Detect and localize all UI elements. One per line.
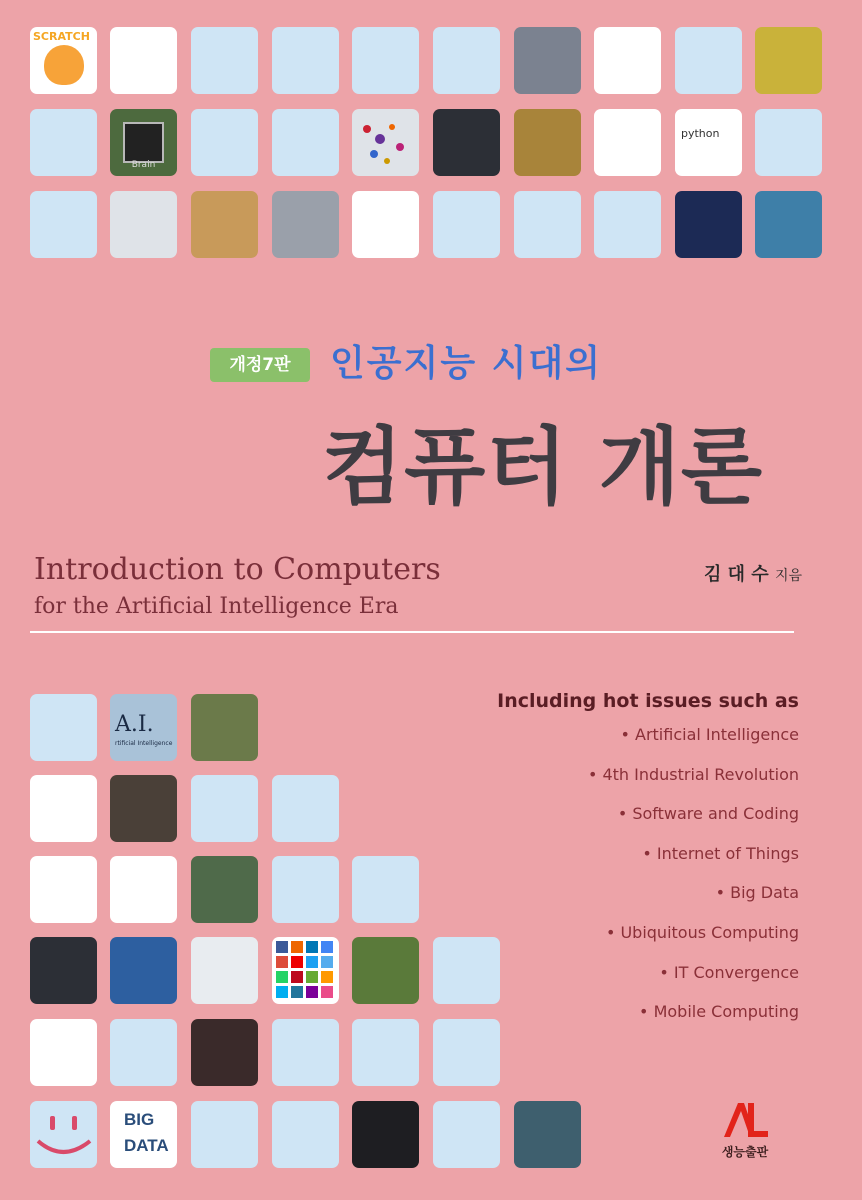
tile-photo-robot [110,191,177,258]
tile-photo-tablet [191,856,258,923]
tile-blue [30,109,97,176]
tile-photo-smartwatch [191,191,258,258]
publisher-name: 생능출판 [721,1145,769,1159]
english-title-line1: Introduction to Computers [34,552,441,587]
data-label: DATA [124,1136,169,1155]
tile-photo-farm-robot [191,694,258,761]
tile-blue [514,191,581,258]
tile-blue [433,1019,500,1086]
tile-python [675,109,742,176]
tile-blue [272,109,339,176]
tile-ai [110,694,177,761]
smiley-icon [30,1101,97,1168]
scratch-label: SCRATCH [33,30,90,43]
tile-blue [352,1019,419,1086]
tile-blue [433,191,500,258]
tile-photo-android-robot [272,191,339,258]
tile-white [110,27,177,94]
issue-item: • Artificial Intelligence [620,725,799,744]
brain-label: Brain [131,160,156,170]
author-name: 김 대 수 [703,564,769,585]
issue-item: • 4th Industrial Revolution [587,764,799,784]
issue-item: • Ubiquitous Computing [605,922,799,942]
hot-issues-list [497,690,799,1043]
tile-photo-3d-printer [110,775,177,842]
tile-blue [675,27,742,94]
tile-blue [272,27,339,94]
tile-blue [594,191,661,258]
tile-photo-network-cloud [110,937,177,1004]
tile-blue [30,191,97,258]
big-label: BIG [124,1110,155,1129]
tile-photo-ereader [514,27,581,94]
tile-blue [30,694,97,761]
tile-photo-self-driving-car [755,27,822,94]
tile-blue [433,937,500,1004]
tile-blue [191,109,258,176]
tile-blue [755,109,822,176]
tile-blue [272,1019,339,1086]
tile-white [594,109,661,176]
tile-scratch-image [30,27,97,94]
issue-item: • Mobile Computing [639,1002,799,1022]
tile-photo-colorful-head [675,191,742,258]
tile-blue [191,27,258,94]
tile-blue [272,775,339,842]
tile-white [110,856,177,923]
english-title-line2: for the Artificial Intelligence Era [34,594,399,619]
tile-white [30,856,97,923]
tile-blue [352,856,419,923]
ai-sub-label: rtificial Intelligence [115,740,173,747]
tile-photo-molecules [352,109,419,176]
social-media-icons [272,937,339,1004]
publisher-logo [715,1097,775,1167]
tile-white [594,27,661,94]
tile-blue [110,1019,177,1086]
author [704,560,802,586]
tile-photo-bitcoin [514,109,581,176]
tile-photo-pepper-robot [352,1101,419,1168]
ai-label: A.I. [115,712,154,737]
author-role: 지음 [774,568,802,584]
tile-blue [433,27,500,94]
issue-item: • Internet of Things [642,843,799,863]
tile-social-icons [272,937,339,1004]
tile-photo-robot-arm [755,191,822,258]
tile-photo-smartphone [191,937,258,1004]
hot-issues-heading: Including hot issues such as [497,690,799,712]
tile-photo-wearable [191,1019,258,1086]
tile-white [30,1019,97,1086]
tile-blue [352,27,419,94]
tile-photo-exoskeleton [30,937,97,1004]
python-label: python [681,127,720,140]
tile-photo-vr-headset [433,109,500,176]
tile-big-data [110,1101,177,1168]
book-title: 컴퓨터 개론 [322,418,763,516]
divider [30,631,794,633]
tile-blue-smiley [30,1101,97,1168]
issue-item: • Software and Coding [617,804,799,824]
molecule-dots-icon [352,109,419,176]
publisher-mark-icon [720,1097,770,1141]
subtitle: 인공지능 시대의 [330,343,602,384]
tile-blue [272,1101,339,1168]
chip-icon [123,122,164,163]
tile-blue [191,775,258,842]
scratch-cat-icon [44,45,84,85]
tile-white [30,775,97,842]
issue-item: • Big Data [715,883,799,903]
tile-photo-vr-users [514,1101,581,1168]
tile-blue [433,1101,500,1168]
tile-blue [272,856,339,923]
tile-blue [191,1101,258,1168]
tile-photo-drone [352,937,419,1004]
issue-item: • IT Convergence [659,962,799,982]
tile-white [352,191,419,258]
edition-badge: 개정7판 [210,348,310,382]
tile-photo-brain-chip [110,109,177,176]
